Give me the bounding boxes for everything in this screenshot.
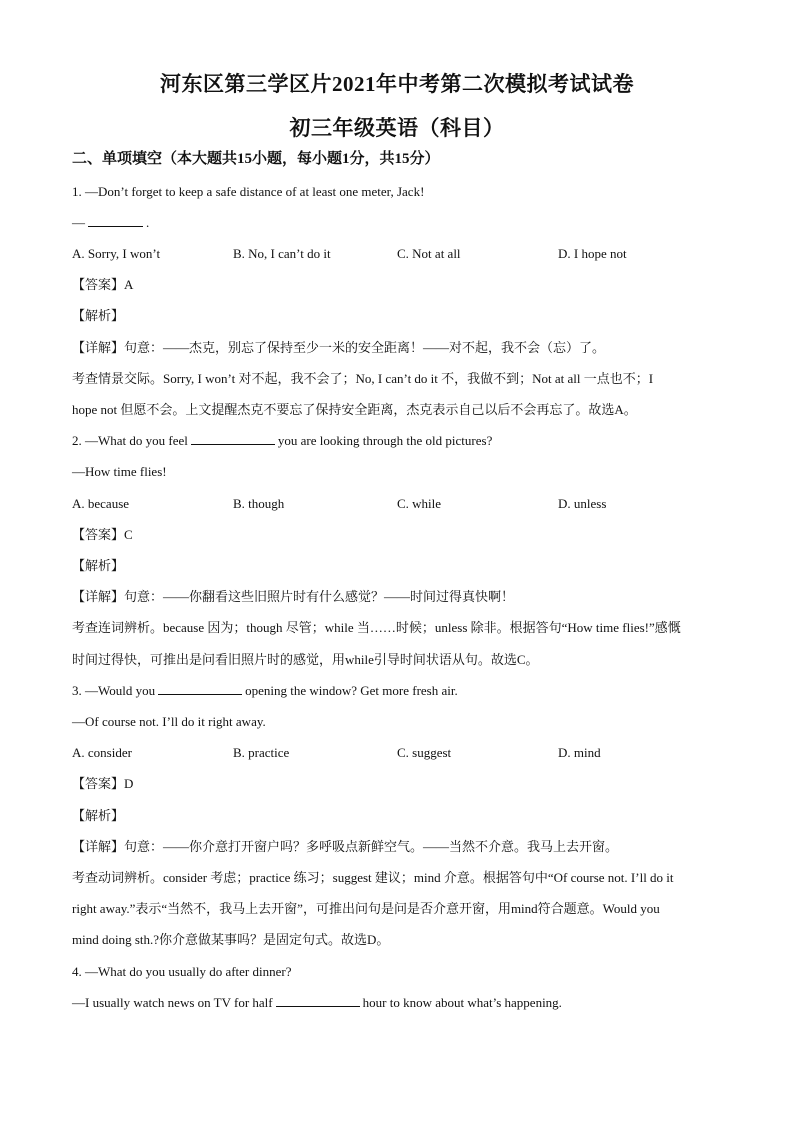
q2-detail: 【详解】句意：——你翻看这些旧照片时有什么感觉？——时间过得真快啊！ bbox=[72, 589, 515, 604]
q3-option-b: B. practice bbox=[233, 745, 290, 760]
q2-stem-after: you are looking through the old pictures? bbox=[277, 433, 493, 448]
q2-reply: —How time flies! bbox=[72, 464, 167, 479]
q3-explain-line-2: right away.”表示“当然不，我马上去开窗”，可推出问句是问是否介意开窗，用mind符合题意。Would you bbox=[72, 901, 660, 916]
q3-stem bbox=[72, 682, 732, 700]
q1-explain-line-2: hope not 但愿不会。上文提醒杰克不要忘了保持安全距离，杰克表示自己以后不会再忘了。故选A。 bbox=[72, 402, 637, 417]
q4-reply bbox=[72, 994, 732, 1012]
q1-option-c: C. Not at all bbox=[397, 246, 461, 261]
q1-stem: 1. —Don’t forget to keep a safe distance of at least one meter, Jack! bbox=[72, 184, 425, 199]
q2-option-c: C. while bbox=[397, 496, 442, 511]
q3-explain-line-1: 考查动词辨析。consider 考虑；practice 练习；suggest 建议；mind 介意。根据答句中“Of course not. I’ll do it bbox=[72, 870, 674, 885]
q1-analysis-label: 【解析】 bbox=[72, 308, 125, 323]
q1-answer: 【答案】A bbox=[72, 277, 134, 292]
q4-reply-before: —I usually watch news on TV for half bbox=[72, 995, 273, 1010]
q1-option-d: D. I hope not bbox=[558, 246, 627, 261]
q1-detail: 【详解】句意：——杰克，别忘了保持至少一米的安全距离！——对不起，我不会（忘）了。 bbox=[72, 340, 606, 355]
q3-option-d: D. mind bbox=[558, 745, 601, 760]
q4-answer-blank bbox=[276, 994, 360, 1007]
q3-detail: 【详解】句意：——你介意打开窗户吗？多呼吸点新鲜空气。——当然不介意。我马上去开窗。 bbox=[72, 839, 619, 854]
q3-explain-line-3: mind doing sth.?你介意做某事吗？是固定句式。故选D。 bbox=[72, 932, 390, 947]
q4-reply-after: hour to know about what’s happening. bbox=[362, 995, 562, 1010]
q2-option-d: D. unless bbox=[558, 496, 607, 511]
q1-option-a: A. Sorry, I won’t bbox=[72, 246, 161, 261]
q1-reply-suffix: . bbox=[146, 215, 150, 230]
q2-stem bbox=[72, 432, 732, 450]
q1-explain-line-1: 考查情景交际。Sorry, I won’t 对不起，我不会了；No, I can’t do it 不，我做不到；Not at all 一点也不；I bbox=[72, 371, 654, 386]
q1-answer-blank bbox=[88, 214, 143, 227]
q2-explain-line-1: 考查连词辨析。because 因为；though 尽管；while 当……时候；unless 除非。根据答句“How time flies!”感慨 bbox=[72, 620, 681, 635]
q2-option-b: B. though bbox=[233, 496, 285, 511]
q2-answer: 【答案】C bbox=[72, 527, 133, 542]
q2-answer-blank bbox=[191, 432, 275, 445]
q3-analysis-label: 【解析】 bbox=[72, 808, 125, 823]
q1-reply bbox=[72, 214, 732, 232]
q1-option-b: B. No, I can’t do it bbox=[233, 246, 331, 261]
q2-explain-line-2: 时间过得快，可推出是问看旧照片时的感觉，用while引导时间状语从句。故选C。 bbox=[72, 652, 539, 667]
q1-reply-prefix: — bbox=[72, 215, 85, 230]
q3-stem-after: opening the window? Get more fresh air. bbox=[245, 683, 458, 698]
q2-analysis-label: 【解析】 bbox=[72, 558, 125, 573]
q3-answer: 【答案】D bbox=[72, 776, 134, 791]
q3-stem-before: 3. —Would you bbox=[72, 683, 156, 698]
q2-option-a: A. because bbox=[72, 496, 130, 511]
exam-title: 河东区第三学区片2021年中考第二次模拟考试试卷 bbox=[160, 72, 634, 96]
section-heading: 二、单项填空（本大题共15小题，每小题1分，共15分） bbox=[72, 151, 440, 167]
q3-answer-blank bbox=[158, 682, 242, 695]
q3-option-a: A. consider bbox=[72, 745, 132, 760]
q2-stem-before: 2. —What do you feel bbox=[72, 433, 188, 448]
q4-stem: 4. —What do you usually do after dinner? bbox=[72, 964, 292, 979]
exam-subtitle: 初三年级英语（科目） bbox=[289, 116, 505, 140]
q3-option-c: C. suggest bbox=[397, 745, 452, 760]
q3-reply: —Of course not. I’ll do it right away. bbox=[72, 714, 266, 729]
